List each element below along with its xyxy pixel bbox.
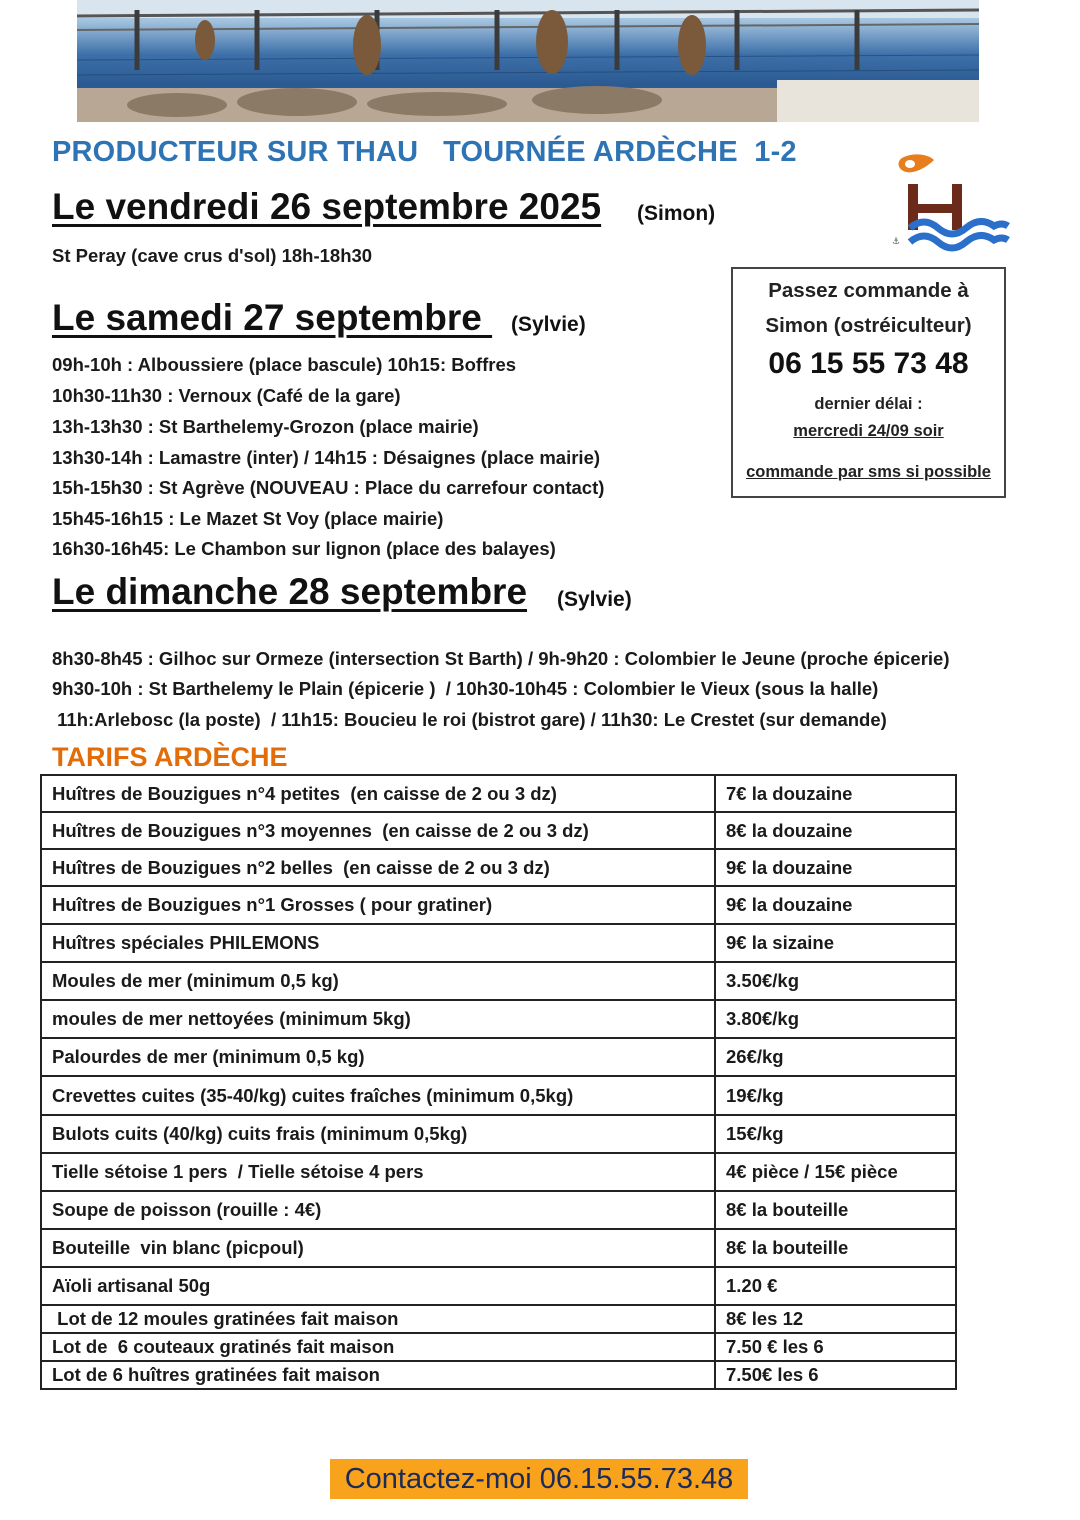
price-cell: 7.50€ les 6 [715,1361,956,1389]
table-row [41,924,956,962]
order-phone[interactable]: 06 15 55 73 48 [768,347,969,380]
sms-note: commande par sms si possible [746,463,991,481]
day-title-sunday: Le dimanche 28 septembre [52,571,528,612]
table-row [41,1000,956,1038]
item-cell: Lot de 6 huîtres gratinées fait maison [41,1361,715,1389]
price-cell: 26€/kg [715,1038,956,1076]
price-cell: 19€/kg [715,1076,956,1115]
producer-heading [52,136,797,169]
schedule-line: 16h30-16h45: Le Chambon sur lignon (place des balayes) [52,538,556,559]
price-cell: 15€/kg [715,1115,956,1153]
table-row [41,849,956,886]
item-cell: Crevettes cuites (35-40/kg) cuites fraîches (minimum 0,5kg) [41,1076,715,1115]
item-cell: Huîtres de Bouzigues n°3 moyennes (en caisse de 2 ou 3 dz) [41,812,715,849]
tarifs-title: TARIFS ARDÈCHE [52,742,288,772]
table-row [41,962,956,1000]
day-title-friday: Le vendredi 26 septembre 2025 [52,186,602,227]
price-cell: 8€ la bouteille [715,1191,956,1229]
price-cell: 9€ la douzaine [715,886,956,924]
price-cell: 9€ la sizaine [715,924,956,962]
item-cell: Bouteille vin blanc (picpoul) [41,1229,715,1267]
day-title-saturday: Le samedi 27 septembre [52,297,493,338]
table-row [41,1333,956,1361]
oyster-farm-logo [888,150,1013,260]
price-cell: 7€ la douzaine [715,775,956,812]
item-cell: Palourdes de mer (minimum 0,5 kg) [41,1038,715,1076]
table-row [41,1191,956,1229]
day-person-friday: (Simon) [637,202,716,225]
schedule-line: 15h45-16h15 : Le Mazet St Voy (place mairie) [52,508,444,529]
price-cell: 8€ les 12 [715,1305,956,1333]
price-table [40,774,957,1390]
schedule-line: 13h30-14h : Lamastre (inter) / 14h15 : Désaignes (place mairie) [52,447,601,468]
item-cell: Aïoli artisanal 50g [41,1267,715,1305]
price-cell: 3.80€/kg [715,1000,956,1038]
schedule-line: 13h-13h30 : St Barthelemy-Grozon (place mairie) [52,416,479,437]
order-info-box [731,267,1006,498]
item-cell: Bulots cuits (40/kg) cuits frais (minimum 0,5kg) [41,1115,715,1153]
price-cell: 9€ la douzaine [715,849,956,886]
item-cell: moules de mer nettoyées (minimum 5kg) [41,1000,715,1038]
schedule-line: St Peray (cave crus d'sol) 18h-18h30 [52,245,373,266]
table-row [41,1267,956,1305]
item-cell: Huîtres de Bouzigues n°2 belles (en caisse de 2 ou 3 dz) [41,849,715,886]
schedule-line: 11h:Arlebosc (la poste) / 11h15: Boucieu le roi (bistrot gare) / 11h30: Le Crestet (sur demande) [52,709,887,730]
item-cell: Moules de mer (minimum 0,5 kg) [41,962,715,1000]
svg-text:⚓: ⚓ [892,237,901,247]
item-cell: Soupe de poisson (rouille : 4€) [41,1191,715,1229]
table-row [41,1361,956,1389]
item-cell: Huîtres de Bouzigues n°4 petites (en caisse de 2 ou 3 dz) [41,775,715,812]
schedule-line: 9h30-10h : St Barthelemy le Plain (épicerie ) / 10h30-10h45 : Colombier le Vieux (sous la halle) [52,678,879,699]
table-row [41,886,956,924]
schedule-line: 10h30-11h30 : Vernoux (Café de la gare) [52,385,401,406]
table-row [41,812,956,849]
schedule-line: 15h-15h30 : St Agrève (NOUVEAU : Place du carrefour contact) [52,477,605,498]
contact-banner[interactable]: Contactez-moi 06.15.55.73.48 [330,1459,748,1499]
header-photo [77,0,979,122]
day-person-sunday: (Sylvie) [557,588,632,611]
price-cell: 7.50 € les 6 [715,1333,956,1361]
order-line-1: Passez commande à [768,279,969,302]
item-cell: Lot de 6 couteaux gratinés fait maison [41,1333,715,1361]
price-cell: 8€ la douzaine [715,812,956,849]
item-cell: Tielle sétoise 1 pers / Tielle sétoise 4 pers [41,1153,715,1191]
deadline-date: mercredi 24/09 soir [793,422,944,440]
table-row [41,1076,956,1115]
table-row [41,775,956,812]
table-row [41,1115,956,1153]
table-row [41,1229,956,1267]
schedule-line: 09h-10h : Alboussiere (place bascule) 10h15: Boffres [52,354,517,375]
price-cell: 4€ pièce / 15€ pièce [715,1153,956,1191]
price-cell: 1.20 € [715,1267,956,1305]
table-row [41,1153,956,1191]
schedule-line: 8h30-8h45 : Gilhoc sur Ormeze (intersection St Barth) / 9h-9h20 : Colombier le Jeune (proche épicerie) [52,648,950,669]
price-cell: 3.50€/kg [715,962,956,1000]
order-line-2: Simon (ostréiculteur) [765,314,972,337]
table-row [41,1305,956,1333]
item-cell: Huîtres de Bouzigues n°1 Grosses ( pour gratiner) [41,886,715,924]
day-person-saturday: (Sylvie) [511,313,586,336]
tour-label: TOURNÉE ARDÈCHE 1-2 [443,136,797,168]
deadline-label: dernier délai : [814,395,923,413]
item-cell: Lot de 12 moules gratinées fait maison [41,1305,715,1333]
item-cell: Huîtres spéciales PHILEMONS [41,924,715,962]
price-cell: 8€ la bouteille [715,1229,956,1267]
producer-label: PRODUCTEUR SUR THAU [52,136,419,168]
table-row [41,1038,956,1076]
